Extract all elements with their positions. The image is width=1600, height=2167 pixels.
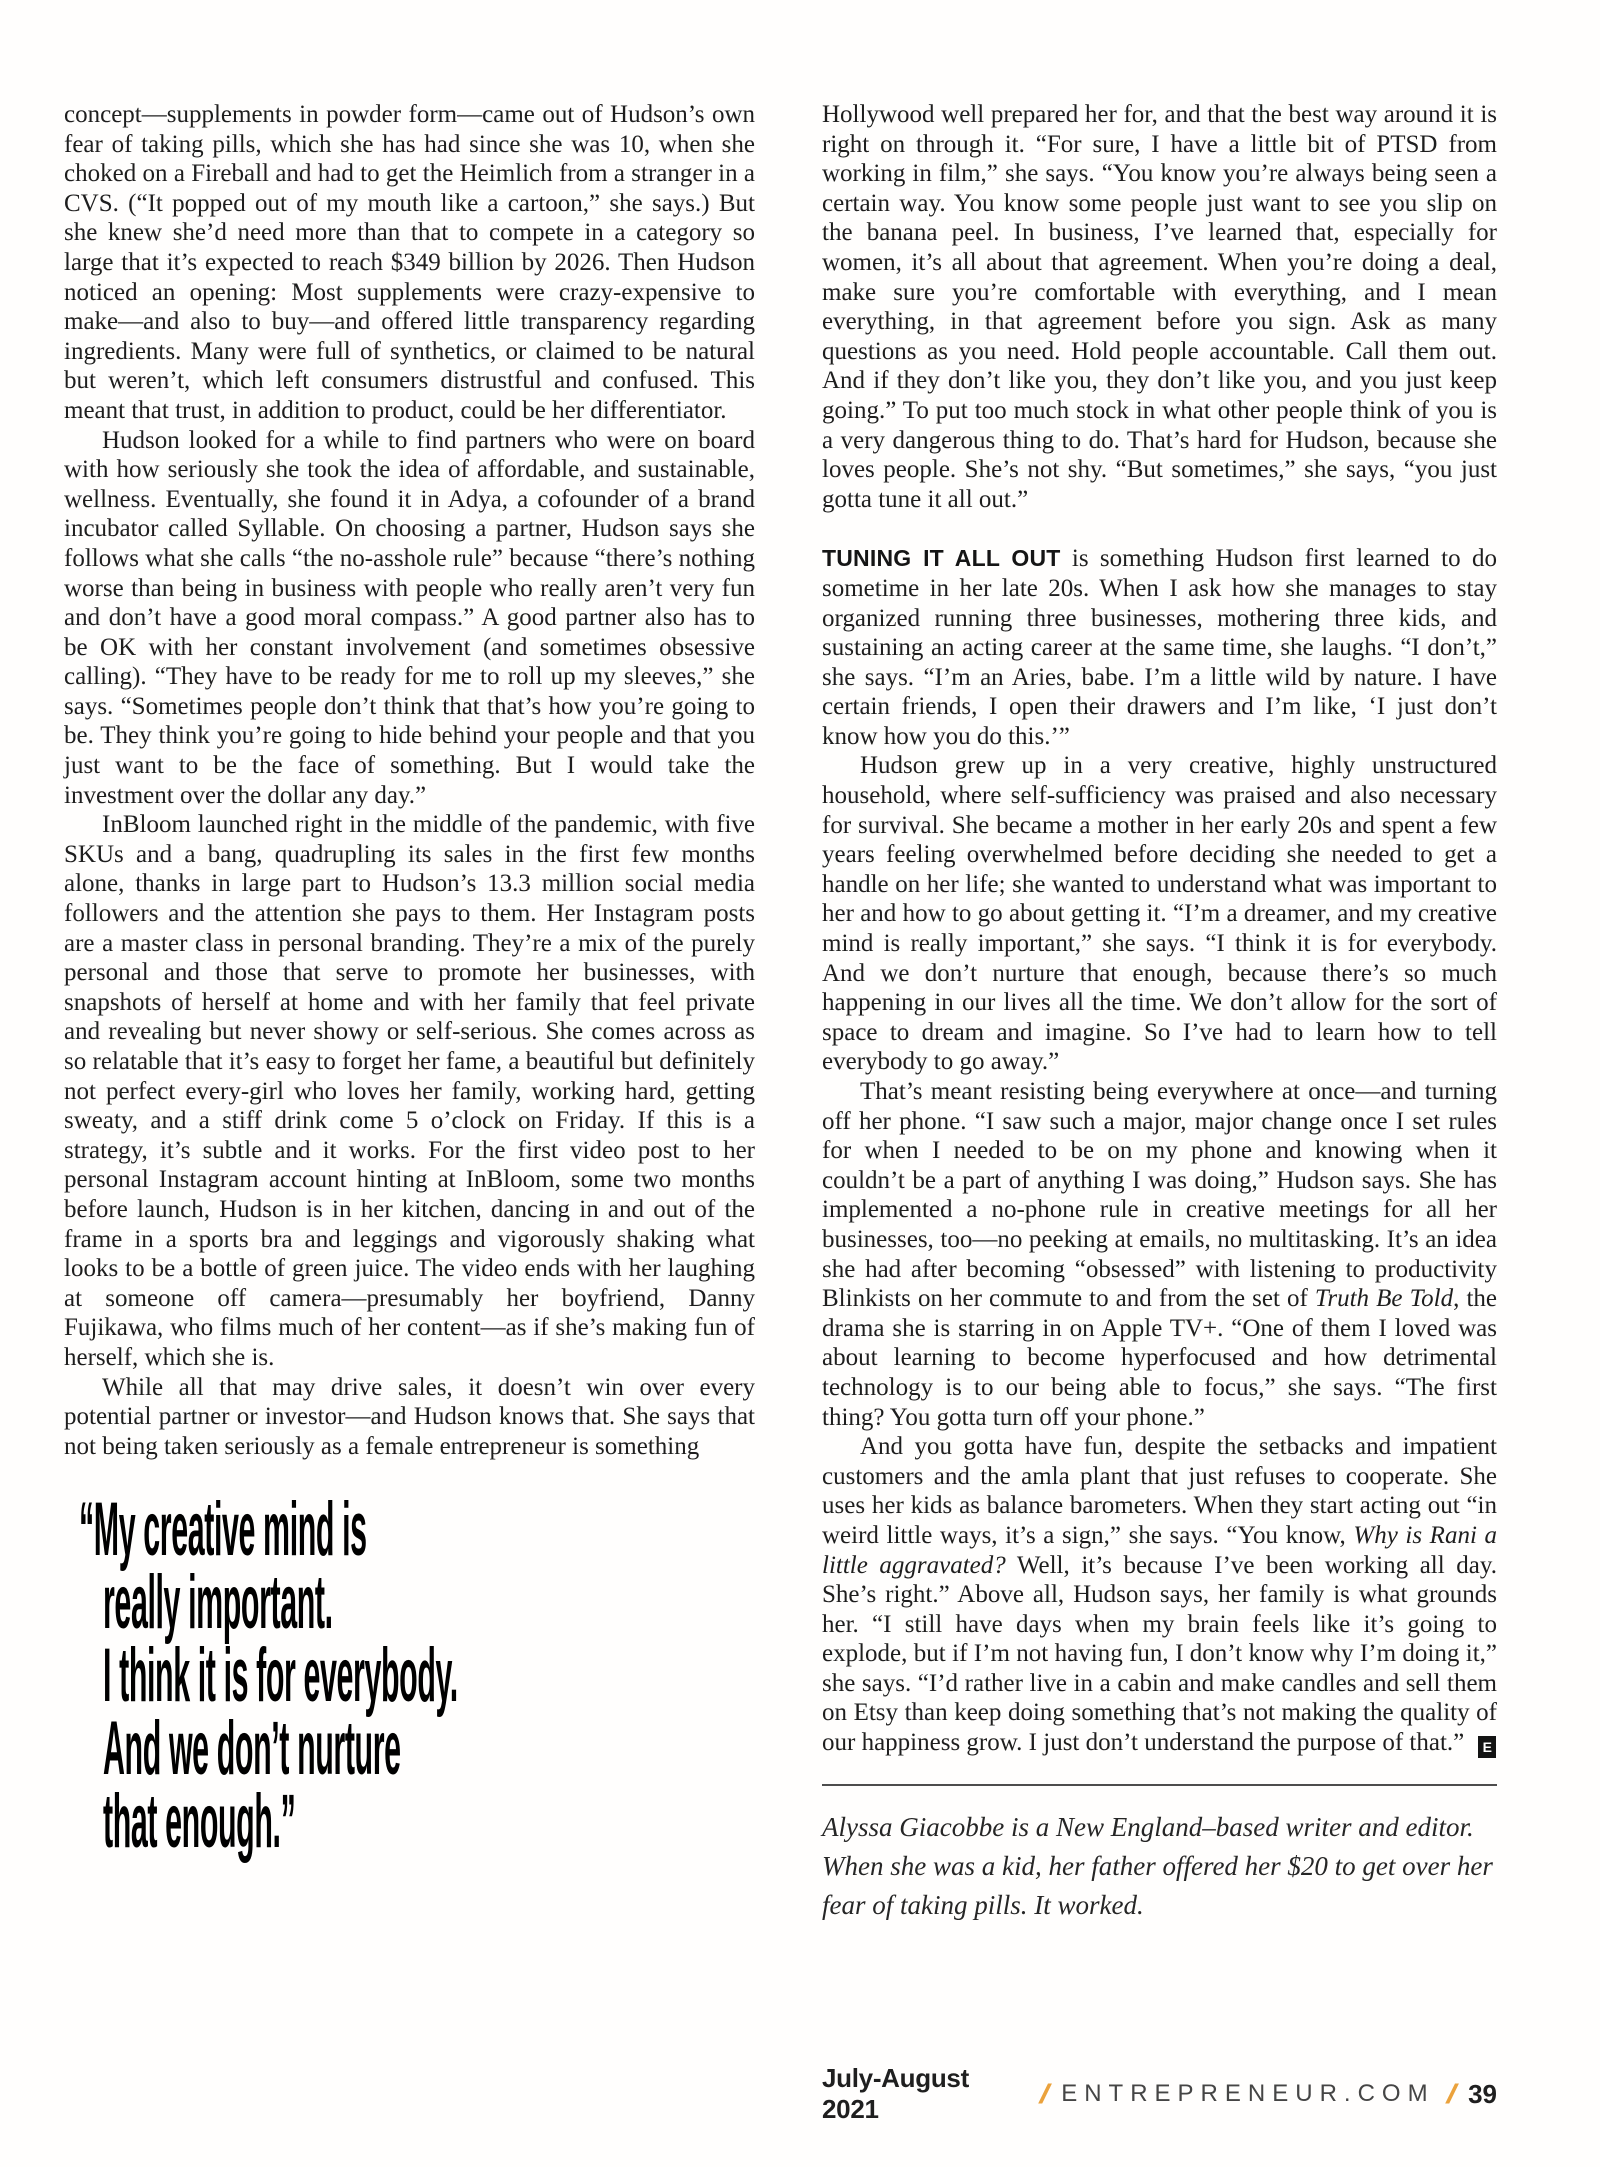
paragraph-text: That’s meant resisting being everywhere at once—and turning off her phone. “I saw such a major, major change once I set rules for when I needed to be on my phone and knowing when it couldn’t be a part of anything I was doing,” Hudson says. She has implemented a no-phone rule in creative meetings for all her businesses, too—no peeking at emails, no multitasking. It’s an idea she had after becoming “obsessed” with listening to productivity Blinkists on her commute to and from the set of <box>822 1078 1497 1313</box>
pull-quote-text: that enough.” <box>103 1779 296 1865</box>
right-column-text <box>822 100 1497 1758</box>
page-footer <box>822 2063 1497 2125</box>
right-column <box>822 100 1497 2167</box>
paragraph-text: While all that may drive sales, it doesn’t win over every potential partner or investor—and Hudson knows that. She says that not being taken seriously as a female entrepreneur is something <box>64 1373 755 1460</box>
paragraph-text: Hudson looked for a while to find partners who were on board with how seriously she took the idea of affordable, and sustainable, wellness. Eventually, she found it in Adya, a cofounder of a brand incubator called Syllable. On choosing a partner, Hudson says she follows what she calls “the no-asshole rule” because “there’s nothing worse than being in business with people who really aren’t very fun and don’t have a good moral compass.” A good partner also has to be OK with her constant involvement (and sometimes obsessive calling). “They have to be ready for me to roll up my sleeves,” she says. “Sometimes people don’t think that that’s how you’re going to be. They think you’re going to hide behind your people and that you just want to be the face of something. But I would take the investment over the dollar any day.” <box>64 426 755 809</box>
article-paragraph <box>822 100 1497 514</box>
paragraph-text: And you gotta have fun, despite the setbacks and impatient customers and the amla plant that just refuses to cooperate. She uses her kids as balance barometers. When they start acting out “in weird little ways, it’s a sign,” she says. “You know, <box>822 1433 1497 1549</box>
italic-title: Truth Be Told <box>1314 1285 1454 1313</box>
pull-quote-line <box>79 1487 755 1573</box>
pull-quote-line <box>103 1706 755 1792</box>
end-of-article-mark: E <box>1478 1736 1496 1758</box>
footer-site-url: ENTREPRENEUR.COM <box>1061 2080 1435 2107</box>
article-paragraph <box>822 544 1497 751</box>
article-paragraph <box>822 751 1497 1077</box>
paragraph-text: is something Hudson first learned to do sometime in her late 20s. When I ask how she manages to stay organized running three businesses, mothering three kids, and sustaining an acting career at the same time, she laughs. “I don’t,” she says. “I’m an Aries, babe. I’m a little wild by nature. I have certain friends, I open their drawers and I’m like, ‘I just don’t know how you do this.’” <box>822 545 1497 750</box>
article-paragraph <box>822 1432 1497 1758</box>
pull-quote-text: I think it is for everybody. <box>103 1633 458 1719</box>
pull-quote-text: really important. <box>103 1560 333 1646</box>
article-paragraph <box>64 810 755 1372</box>
pull-quote-text: “My creative mind is <box>79 1487 367 1573</box>
footer-page-number: 39 <box>1468 2078 1497 2109</box>
paragraph-text: concept—supplements in powder form—came out of Hudson’s own fear of taking pills, which she has had since she was 10, when she choked on a Fireball and had to get the Heimlich from a stranger in a CVS. (“It popped out of my mouth like a cartoon,” she says.) But she knew she’d need more than that to compete in a category so large that it’s expected to reach $349 billion by 2026. Then Hudson noticed an opening: Most supplements were crazy-expensive to make—and also to buy—and offered little transparency regarding ingredients. Many were full of synthetics, or claimed to be natural but weren’t, which left consumers distrustful and confused. This meant that trust, in addition to product, could be her differentiator. <box>64 101 755 424</box>
pull-quote-line <box>103 1560 755 1646</box>
article-paragraph <box>822 1077 1497 1432</box>
paragraph-text: Hudson grew up in a very creative, highly unstructured household, where self-sufficiency was praised and also necessary for survival. She became a mother in her early 20s and spent a few years feeling overwhelmed before deciding she needed to get a handle on her life; she wanted to understand what was important to her and how to go about getting it. “I’m a dreamer, and my creative mind is really important,” she says. “I think it is for everybody. And we don’t nurture that enough, because there’s so much happening in our lives all the time. We don’t allow for the sort of space to dream and imagine. So I’ve had to learn how to tell everybody to go away.” <box>822 752 1497 1076</box>
bio-divider <box>822 1784 1497 1786</box>
footer-slash-icon: / <box>1443 2078 1460 2109</box>
article-paragraph <box>64 426 755 811</box>
paragraph-text: InBloom launched right in the middle of the pandemic, with five SKUs and a bang, quadrupling its sales in the first few months alone, thanks in large part to Hudson’s 13.3 million social media followers and the attention she pays to them. Her Instagram posts are a master class in personal branding. They’re a mix of the purely personal and those that serve to promote her businesses, with snapshots of herself at home and with her family that feel private and revealing but never showy or self-serious. She comes across as so relatable that it’s easy to forget her fame, a beautiful but definitely not perfect every-girl who loves her family, working hard, getting sweaty, and a stiff drink come 5 o’clock on Friday. If this is a strategy, it’s subtle and it works. For the first video post to her personal Instagram account hinting at InBloom, some two months before launch, Hudson is in her kitchen, dancing in and out of the frame in a sports bra and leggings and vigorously shaking what looks to be a bottle of green juice. The video ends with her laughing at someone off camera—presumably her boyfriend, Danny Fujikawa, who films much of her content—as if she’s making fun of herself, which she is. <box>64 811 755 1371</box>
pull-quote-text: And we don’t nurture <box>103 1706 401 1792</box>
italic-title: Why is Rani a little aggravated? <box>822 1521 1497 1579</box>
article-paragraph <box>64 100 755 426</box>
article-paragraph <box>64 1373 755 1462</box>
footer-issue-date: July-August 2021 <box>822 2063 969 2124</box>
section-lead-in: TUNING IT ALL OUT <box>822 545 1061 572</box>
left-column-text <box>64 100 755 1461</box>
paragraph-text: , the drama she is starring in on Apple TV+. “One of them I loved was about learning to become hyperfocused and how detrimental technology is to our being able to focus,” she says. “The first thing? You gotta turn off your phone.” <box>822 1285 1497 1431</box>
article-body <box>64 100 1497 2167</box>
pull-quote-line <box>103 1779 755 1865</box>
pull-quote-line <box>103 1633 755 1719</box>
paragraph-text: Hollywood well prepared her for, and that the best way around it is right on through it. “For sure, I have a little bit of PTSD from working in film,” she says. “You know you’re always being seen a certain way. You know some people just want to see you slip on the banana peel. In business, I’ve learned that, especially for women, it’s all about that agreement. When you’re doing a deal, make sure you’re comfortable with everything, and I mean everything, in that agreement before you sign. Ask as many questions as you need. Hold people accountable. Call them out. And if they don’t like you, they don’t like you, and you just keep going.” To put too much stock in what other people think of you is a very dangerous thing to do. That’s hard for Hudson, because she loves people. She’s not shy. “But sometimes,” she says, “you just gotta tune it all out.” <box>822 101 1497 513</box>
left-column <box>64 100 755 2167</box>
author-bio: Alyssa Giacobbe is a New England–based writer and editor. When she was a kid, her father offered her $20 to get over her fear of taking pills. It worked. <box>822 1812 1493 1921</box>
pull-quote <box>64 1487 755 1865</box>
footer-slash-icon: / <box>1036 2078 1054 2109</box>
paragraph-text: Well, it’s because I’ve been working all day. She’s right.” Above all, Hudson says, her family is what grounds her. “I still have days when my brain feels like it’s going to explode, but if I’m not having fun, I don’t know why I’m doing it,” she says. “I’d rather live in a cabin and make candles and sell them on Etsy than keep doing something that’s not making the quality of our happiness grow. I just don’t understand the purpose of that.” <box>822 1551 1497 1757</box>
